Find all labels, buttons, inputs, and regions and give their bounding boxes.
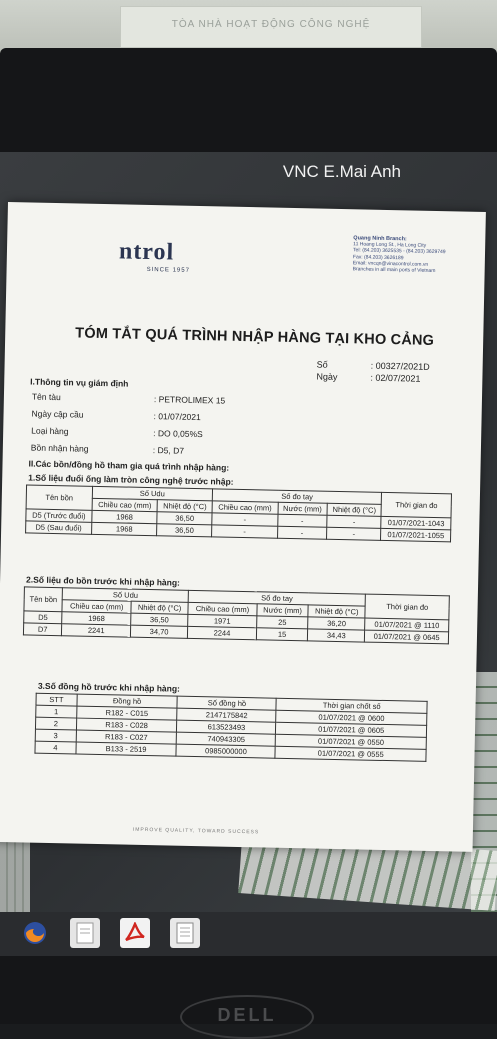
- info-label: Tên tàu: [31, 391, 61, 403]
- meta-value: : 00327/2021D: [370, 360, 430, 372]
- cell-tank: D5: [24, 611, 63, 624]
- cell: 36,50: [131, 613, 188, 626]
- table-3-caption: 3.Số đồng hồ trước khi nhập hàng:: [37, 680, 181, 694]
- header-meter-number: Số đồng hồ: [177, 696, 276, 710]
- section-1-heading: I.Thông tin vụ giám định: [30, 376, 129, 389]
- cell: -: [277, 526, 326, 539]
- header-hand: Số đo tay: [188, 590, 365, 606]
- cell: B133 - 2519: [76, 742, 177, 756]
- document-meta: [316, 359, 430, 385]
- document-page: [0, 202, 486, 852]
- cell: -: [212, 525, 278, 538]
- cell: 01/07/2021 @ 0550: [276, 734, 427, 749]
- pdf-icon[interactable]: [120, 918, 150, 948]
- cell-tank: D5 (Trước đuổi): [26, 509, 92, 522]
- header-time: Thời gian đo: [365, 594, 449, 620]
- cell-time: 01/07/2021-1043: [381, 516, 451, 529]
- taskbar: [0, 912, 497, 956]
- cell-time: 01/07/2021-1055: [381, 528, 451, 541]
- header-closing-time: Thời gian chốt số: [276, 698, 427, 713]
- subheader: Nước (mm): [257, 604, 309, 617]
- cell: 2147175842: [177, 708, 276, 722]
- info-value: : D5, D7: [152, 445, 185, 456]
- vessel-info: [31, 389, 226, 461]
- cell: 36,20: [308, 617, 365, 630]
- info-label: Loại hàng: [31, 425, 69, 437]
- cell: 4: [35, 741, 76, 754]
- branch-line: Fax: (84.203) 3626189: [352, 253, 404, 261]
- branch-line: Email: vncqn@vinacontrol.com.vn: [352, 260, 429, 268]
- section-2-heading: II.Các bồn/đồng hồ tham gia quá trình nhập hàng:: [28, 458, 230, 473]
- header-meter: Đồng hồ: [77, 694, 178, 708]
- header-tank: Tên bồn: [24, 587, 63, 612]
- cell-time: 01/07/2021 @ 1110: [365, 618, 449, 632]
- document-icon[interactable]: [170, 918, 200, 948]
- header-udu: Số Udu: [92, 486, 212, 501]
- cell: R183 - C027: [76, 730, 177, 744]
- branch-line: Tel: (84.203) 3625535 - (84.203) 3629749: [352, 247, 446, 256]
- document-footer: IMPROVE QUALITY, TOWARD SUCCESS: [132, 826, 260, 836]
- header-tank: Tên bồn: [26, 485, 92, 510]
- header-time: Thời gian đo: [381, 492, 451, 517]
- cell: 01/07/2021 @ 0605: [276, 722, 427, 737]
- cell: -: [212, 513, 278, 526]
- cell: -: [326, 527, 381, 540]
- cell: 2244: [187, 626, 256, 639]
- branch-line: 11 Hoang Long St., Ha Long City: [353, 241, 427, 249]
- header-udu: Số Udu: [62, 588, 188, 603]
- header-stt: STT: [36, 693, 77, 706]
- info-label: Ngày cập cầu: [31, 408, 84, 420]
- subheader: Chiều cao (mm): [188, 602, 257, 615]
- subheader: Nhiệt độ (°C): [327, 503, 382, 516]
- table-1-caption: 1.Số liệu đuổi ống làm tròn công nghệ trước nhập:: [28, 472, 234, 487]
- cell: 740943305: [177, 732, 276, 746]
- background-sign: [120, 6, 422, 48]
- cell: 2241: [62, 624, 131, 637]
- cell: 613523493: [177, 720, 276, 734]
- screen: [0, 152, 497, 912]
- cell: 36,50: [157, 512, 212, 525]
- subheader: Chiều cao (mm): [212, 501, 278, 514]
- subheader: Nước (mm): [278, 502, 327, 515]
- cell: 36,50: [157, 524, 212, 537]
- subheader: Chiều cao (mm): [62, 600, 131, 613]
- subheader: Nhiệt độ (°C): [308, 605, 365, 618]
- branch-line: Branches in all main ports of Vietnam: [352, 266, 436, 274]
- subheader: Nhiệt độ (°C): [131, 601, 188, 614]
- meta-label: Ngày: [316, 371, 338, 382]
- cell-time: 01/07/2021 @ 0645: [365, 630, 449, 644]
- cell: 2: [35, 717, 76, 730]
- table-2: [23, 586, 450, 644]
- cell: 1: [36, 705, 77, 718]
- info-value: : PETROLIMEX 15: [153, 394, 226, 406]
- info-value: : DO 0,05%S: [153, 428, 203, 440]
- subheader: Chiều cao (mm): [92, 498, 158, 511]
- table-1: [25, 484, 452, 542]
- info-value: : 01/07/2021: [153, 411, 201, 423]
- table-2-caption: 2.Số liệu đo bồn trước khi nhập hàng:: [25, 574, 181, 588]
- subheader: Nhiệt độ (°C): [158, 500, 213, 513]
- company-logo: ntrol: [118, 238, 175, 266]
- header-hand: Số đo tay: [212, 489, 382, 505]
- table-3: [34, 693, 427, 762]
- logo-since: SINCE 1957: [146, 266, 191, 274]
- cell: 1968: [91, 522, 157, 535]
- meta-label: Số: [316, 359, 328, 370]
- cell-tank: D5 (Sau đuổi): [26, 521, 92, 534]
- cell: -: [277, 514, 326, 527]
- document-title: TÓM TẮT QUÁ TRÌNH NHẬP HÀNG TẠI KHO CẢNG: [75, 325, 435, 349]
- branch-info: [353, 235, 484, 275]
- branch-name: Quang Ninh Branch:: [353, 235, 407, 243]
- cell: 34,43: [308, 629, 365, 642]
- firefox-icon[interactable]: [20, 918, 50, 948]
- file-icon[interactable]: [70, 918, 100, 948]
- cell: 1971: [188, 614, 257, 627]
- cell: 1968: [62, 612, 131, 625]
- cell: -: [327, 515, 382, 528]
- cell: 01/07/2021 @ 0600: [276, 710, 427, 725]
- cell: 15: [256, 628, 308, 641]
- cell: 34,70: [130, 625, 187, 638]
- cell: 01/07/2021 @ 0555: [275, 746, 426, 761]
- cell: 3: [35, 729, 76, 742]
- cell: 1968: [92, 510, 158, 523]
- cell: 25: [256, 616, 308, 629]
- cell: R182 - C015: [76, 706, 177, 720]
- cell: 0985000000: [176, 744, 275, 758]
- meta-value: : 02/07/2021: [370, 372, 421, 384]
- cell-tank: D7: [23, 623, 62, 636]
- cell: R183 - C028: [76, 718, 177, 732]
- background-sign-text: TÒA NHÀ HOẠT ĐỘNG CÔNG NGHỆ: [171, 19, 371, 30]
- caller-name: VNC E.Mai Anh: [282, 162, 401, 181]
- info-label: Bồn nhận hàng: [30, 442, 89, 454]
- dell-logo: DELL: [180, 995, 314, 1039]
